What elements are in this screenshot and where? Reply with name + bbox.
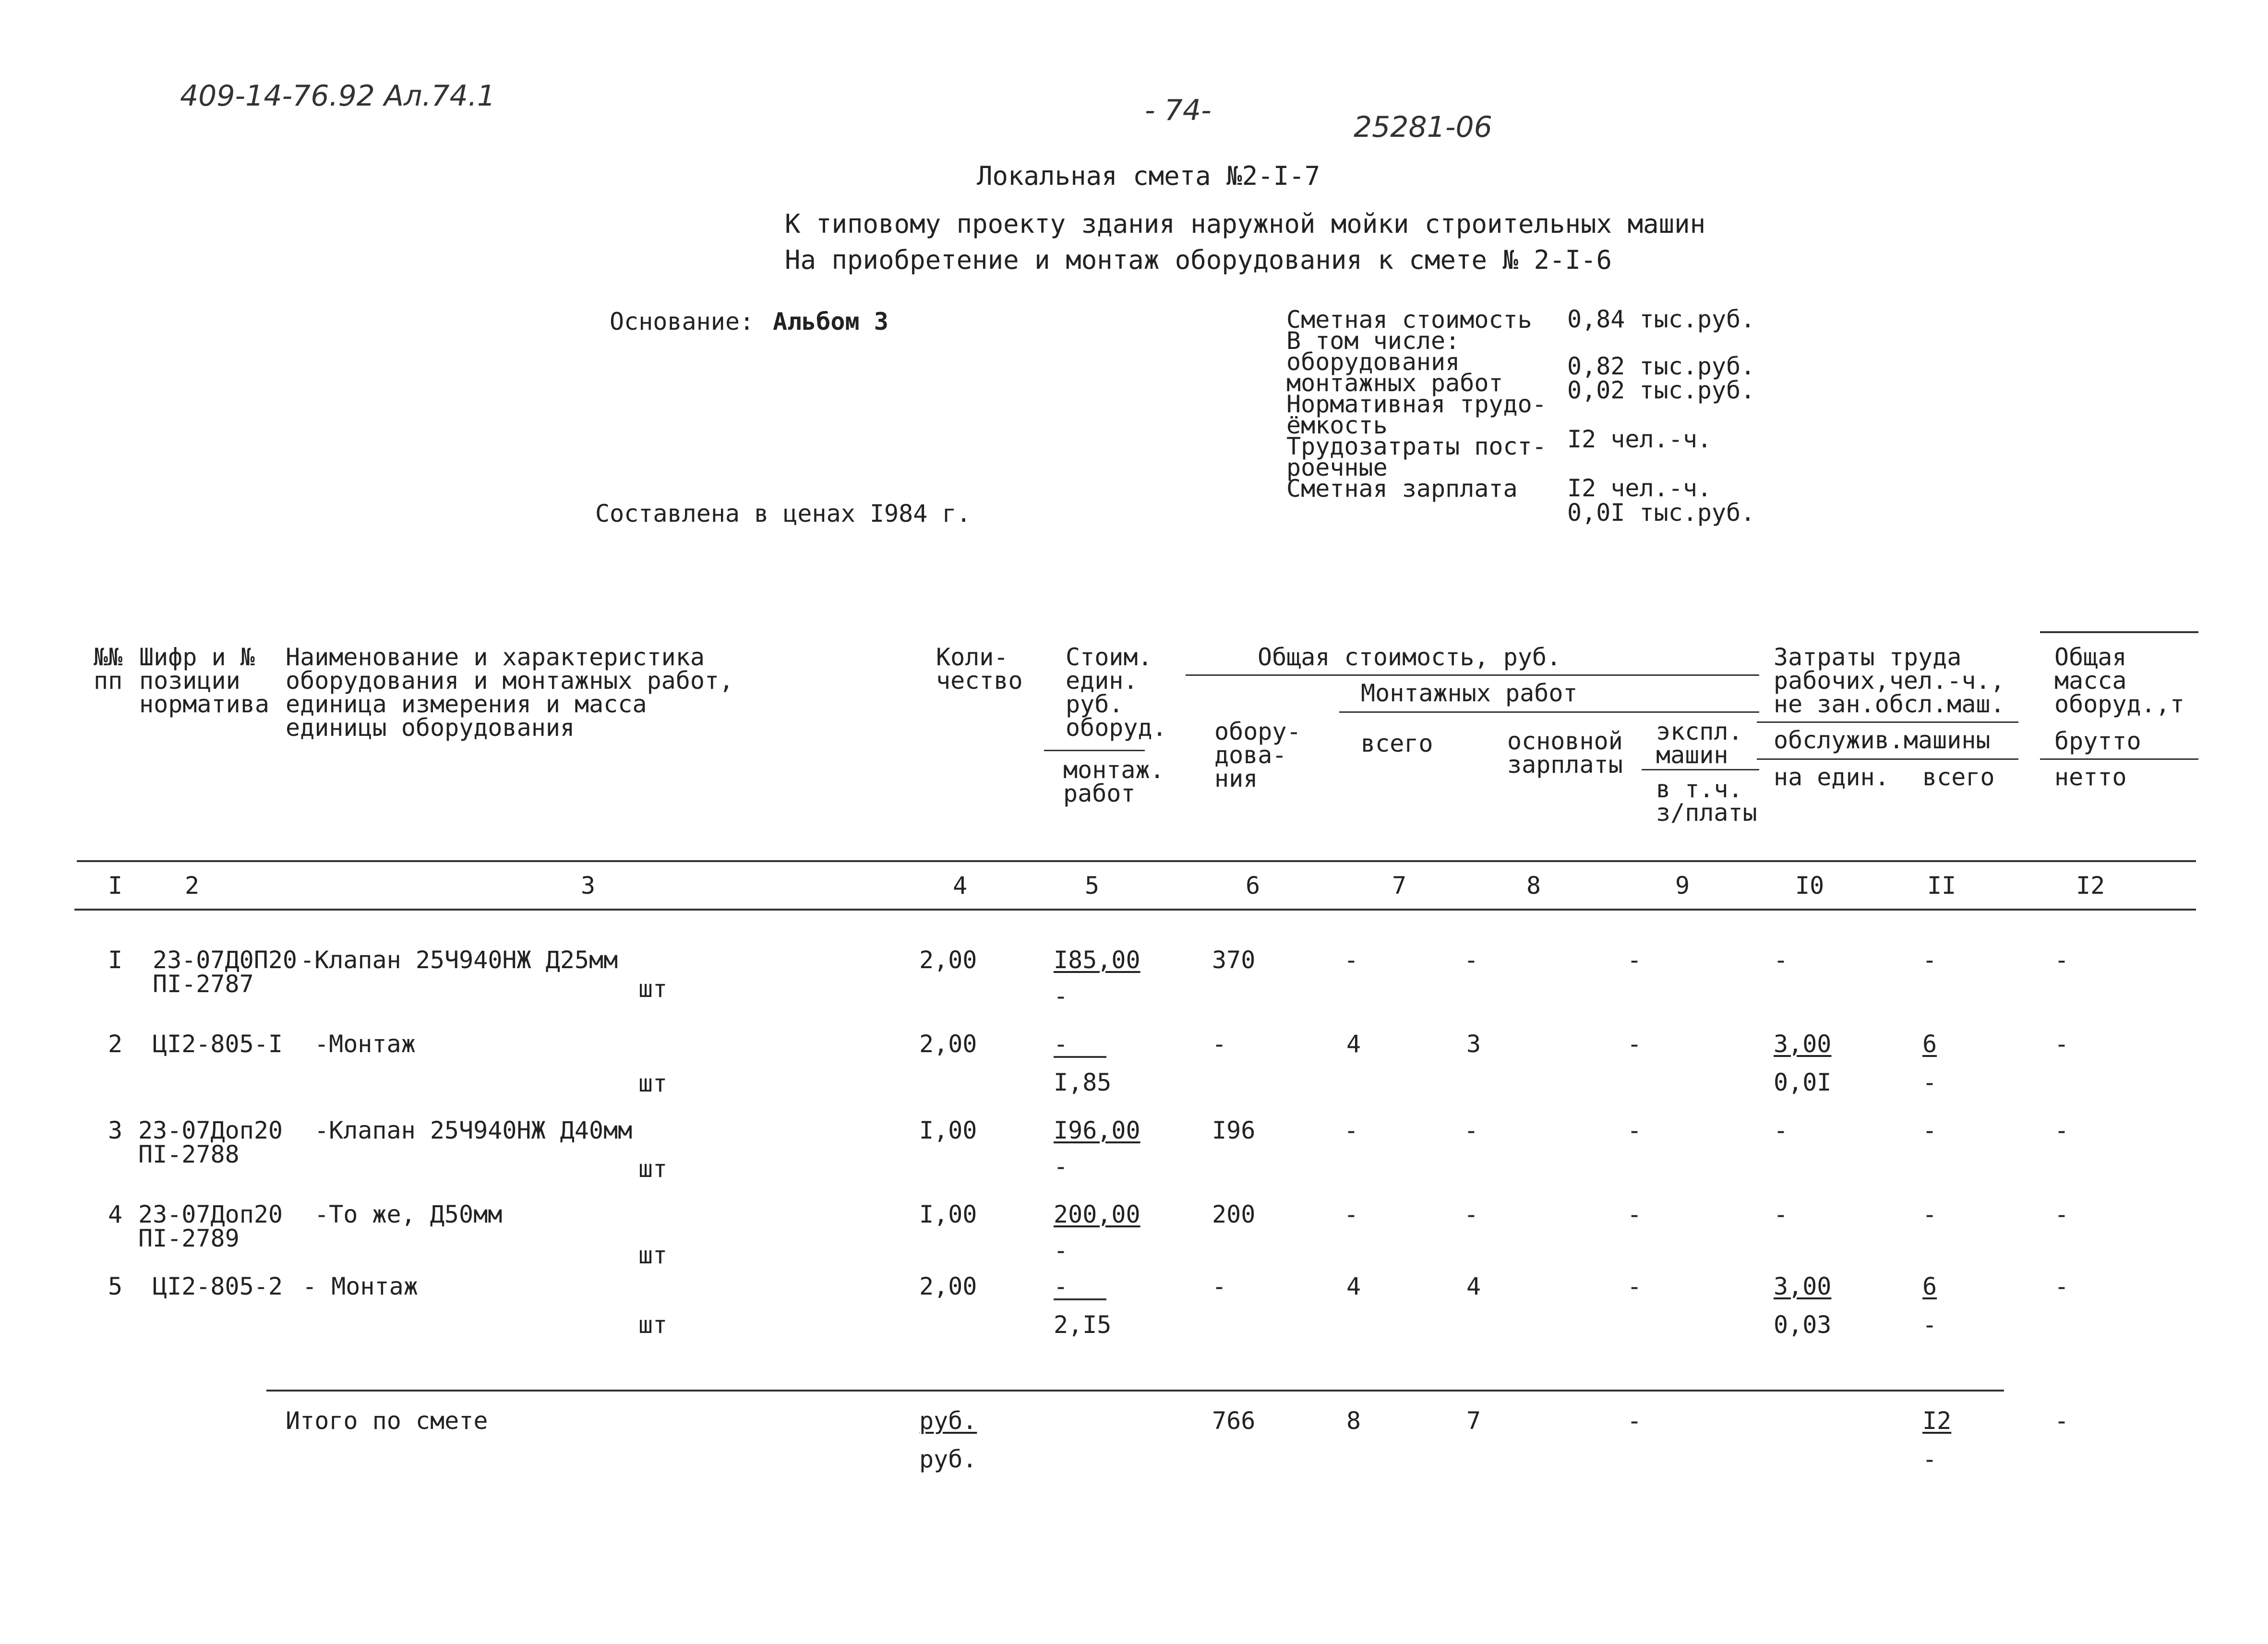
header-col5-line6: работ [1063,780,1136,807]
row-code-2: ПI-2789 [138,1224,240,1252]
document-code-stamp: 409-14-76.92 Ал.74.1 [180,79,496,113]
summary-salary-value: 0,0I тыс.руб. [1567,499,1755,527]
row-quantity: 2,00 [919,946,977,974]
row-number: I [108,946,123,974]
header-col4-line2: чество [936,667,1023,695]
row-number: 4 [108,1200,123,1228]
row-price-mounting: I,85 [1054,1068,1112,1096]
row-price-equipment: 200,00 [1054,1200,1140,1228]
total-equipment-cost: 766 [1212,1407,1256,1435]
subtitle-purpose: На приобретение и монтаж оборудования к смете № 2-I-6 [785,245,1612,275]
row-number: 2 [108,1030,123,1058]
header-col5-mounting [1063,758,1164,805]
total-labor-total-2: - [1922,1445,1937,1473]
header-col7: всего [1361,730,1433,757]
row-equipment-cost: 370 [1212,946,1256,974]
total-unit: руб. [919,1407,977,1435]
header-col9-line2: машин [1656,741,1728,769]
total-machine-operation: - [1627,1407,1642,1435]
row-mass: - [2054,946,2069,974]
header-col12-line3: оборуд.,т [2054,690,2184,718]
row-labor-per-unit: - [1774,946,1788,974]
row-labor-per-unit: 3,00 [1774,1030,1832,1058]
header-col3 [286,643,734,742]
total-labor-total: I2 [1922,1407,1952,1435]
row-labor-total: - [1922,1116,1937,1144]
row-mounting-total: 4 [1346,1030,1361,1058]
header-labor-rule [1757,721,2018,723]
header-col3-line2: оборудования и монтажных работ, [286,667,734,695]
row-price-mounting: - [1054,1236,1068,1264]
header-col1-line1: №№ [94,643,123,671]
col-number-4: 4 [953,872,968,900]
summary-equipment-value: 0,82 тыс.руб. [1567,352,1755,380]
summary-labor-costs-label: Трудозатраты пост- [1286,432,1547,460]
col-number-11: II [1927,872,1956,900]
header-col3-line4: единицы оборудования [286,714,575,742]
basis-value: Альбом 3 [773,308,888,336]
row-unit: шт [638,1069,668,1097]
row-price-equipment: I96,00 [1054,1116,1140,1144]
page-title: Локальная смета №2-I-7 [977,161,1320,191]
total-base-salary: 7 [1466,1407,1481,1435]
row-base-salary: - [1464,1116,1479,1144]
summary-estimated-cost-label: Сметная стоимость [1286,306,1532,334]
basis-label: Основание: [610,308,755,336]
col-number-7: 7 [1392,872,1407,900]
page-number: - 74- [1145,94,1212,127]
row-mounting-total: - [1344,1200,1359,1228]
header-col5-line1: Стоим. [1066,643,1152,671]
row-machine-operation: - [1627,1116,1642,1144]
summary-mounting-label: монтажных работ [1286,369,1503,397]
header-labor-service-rule [1757,758,2018,760]
header-col8-line2: зарплаты [1507,751,1623,779]
row-machine-operation: - [1627,946,1642,974]
header-col1 [94,643,123,695]
row-equipment-cost: - [1212,1030,1227,1058]
row-labor-total-2: - [1922,1311,1937,1339]
row-code-2: ПI-2788 [138,1140,240,1168]
row-price-equipment: - [1054,1274,1106,1300]
header-labor-line3: не зан.обсл.маш. [1774,690,2005,718]
row-code: ЦI2-805-2 [153,1272,283,1300]
header-col4 [936,643,1023,695]
row-quantity: I,00 [919,1116,977,1144]
total-mass: - [2054,1407,2069,1435]
summary-equipment-label: оборудования [1286,348,1460,376]
header-col5-equipment [1066,643,1167,742]
row-code: 23-07Доп20 [138,1200,283,1228]
header-bottom-rule [77,860,2196,862]
header-col2-line3: норматива [139,690,269,718]
header-col1-line2: пп [94,667,123,695]
header-col6-line2: дова- [1214,741,1287,769]
subtitle-project: К типовому проекту здания наружной мойки строительных машин [785,209,1706,239]
row-number: 5 [108,1272,123,1300]
row-labor-total: - [1922,1200,1937,1228]
row-mass: - [2054,1272,2069,1300]
header-col4-line1: Коли- [936,643,1008,671]
row-price-mounting: - [1054,1152,1068,1180]
row-labor-total: 6 [1922,1030,1937,1058]
summary-labels [1286,307,1547,501]
header-col2-line1: Шифр и № [139,643,255,671]
row-name: - Монтаж [302,1272,418,1300]
row-unit: шт [638,1155,668,1183]
header-col5-line2: един. [1066,667,1138,695]
inventory-number: 25281-06 [1354,110,1492,144]
header-col11: всего [1922,763,1995,791]
header-col12-gross: брутто [2054,727,2141,755]
row-mass: - [2054,1116,2069,1144]
col-number-12: I2 [2076,872,2105,900]
header-labor-line2: рабочих,чел.-ч., [1774,667,2005,695]
header-col6-line1: обору- [1214,718,1301,745]
row-machine-operation: - [1627,1030,1642,1058]
header-col9-salary [1656,775,1757,827]
col-number-6: 6 [1246,872,1260,900]
row-mounting-total: - [1344,1116,1359,1144]
row-unit: шт [638,1311,668,1339]
summary-labor-costs-value: I2 чел.-ч. [1567,474,1712,502]
row-name: -То же, Д50мм [314,1200,503,1228]
col-numbers-rule [74,909,2196,911]
prices-note: Составлена в ценах I984 г. [595,500,971,528]
col-number-10: I0 [1795,872,1824,900]
row-number: 3 [108,1116,123,1144]
header-col3-line3: единица измерения и масса [286,690,647,718]
header-col12-rule [2040,758,2198,760]
row-base-salary: - [1464,946,1479,974]
row-price-equipment: I85,00 [1054,946,1140,974]
row-machine-operation: - [1627,1272,1642,1300]
total-label: Итого по смете [286,1407,488,1435]
header-total-cost-rule [1186,674,1759,676]
header-col5-divider [1044,750,1145,751]
header-labor-service: обслужив.машины [1774,726,1991,754]
row-code: ЦI2-805-I [153,1030,283,1058]
header-col3-line1: Наименование и характеристика [286,643,705,671]
header-col6 [1214,720,1301,791]
row-code: 23-07Доп20 [138,1116,283,1144]
row-unit: шт [638,975,668,1003]
row-mass: - [2054,1200,2069,1228]
row-labor-per-unit-2: 0,0I [1774,1068,1832,1096]
header-col8-line1: основной [1507,727,1623,755]
row-mounting-total: - [1344,946,1359,974]
total-unit-2: руб. [919,1445,977,1473]
header-col5-line4: оборуд. [1066,714,1167,742]
row-code-2: ПI-2787 [153,970,254,998]
row-price-equipment: - [1054,1032,1106,1058]
header-mounting-works: Монтажных работ [1361,679,1578,707]
row-mass: - [2054,1030,2069,1058]
summary-estimated-cost-value: 0,84 тыс.руб. [1567,305,1755,333]
header-col12-line1: Общая [2054,643,2127,671]
row-name: -Клапан 25Ч940НЖ Д25мм [300,946,618,974]
row-labor-per-unit: - [1774,1200,1788,1228]
row-equipment-cost: 200 [1212,1200,1256,1228]
header-col6-line3: ния [1214,765,1258,792]
header-col9-line1: экспл. [1656,718,1743,745]
header-col5-line3: руб. [1066,690,1124,718]
row-price-mounting: 2,I5 [1054,1311,1112,1339]
row-equipment-cost: - [1212,1272,1227,1300]
col-number-8: 8 [1526,872,1541,900]
row-quantity: 2,00 [919,1030,977,1058]
row-equipment-cost: I96 [1212,1116,1256,1144]
row-base-salary: - [1464,1200,1479,1228]
row-labor-per-unit-2: 0,03 [1774,1311,1832,1339]
row-labor-per-unit: - [1774,1116,1788,1144]
row-code: 23-07Д0П20 [153,946,298,974]
header-col8 [1507,727,1623,779]
summary-labor-intensity-label: Нормативная трудо- [1286,390,1547,418]
row-labor-total-2: - [1922,1068,1937,1096]
col-number-2: 2 [185,872,200,900]
col-number-5: 5 [1085,872,1100,900]
table-top-rule [2040,631,2198,633]
header-col9-line4: з/платы [1656,799,1757,827]
summary-labor-intensity-value: I2 чел.-ч. [1567,425,1712,453]
row-price-mounting: - [1054,982,1068,1010]
header-labor-line1: Затраты труда [1774,643,1962,671]
row-labor-per-unit: 3,00 [1774,1272,1832,1300]
col-number-3: 3 [581,872,596,900]
row-labor-total: 6 [1922,1272,1937,1300]
header-col9-divider [1642,769,1759,770]
col-number-9: 9 [1675,872,1690,900]
header-col12 [2054,643,2184,718]
row-quantity: I,00 [919,1200,977,1228]
total-mounting-total: 8 [1346,1407,1361,1435]
row-machine-operation: - [1627,1200,1642,1228]
header-total-cost: Общая стоимость, руб. [1258,643,1561,671]
summary-mounting-value: 0,02 тыс.руб. [1567,376,1755,404]
row-quantity: 2,00 [919,1272,977,1300]
row-unit: шт [638,1241,668,1269]
header-col12-line2: масса [2054,667,2127,695]
row-name: -Клапан 25Ч940НЖ Д40мм [314,1116,633,1144]
row-base-salary: 4 [1466,1272,1481,1300]
header-col2-line2: позиции [139,667,240,695]
header-col9-line3: в т.ч. [1656,775,1743,803]
header-col9 [1656,720,1743,767]
row-name: -Монтаж [314,1030,416,1058]
header-labor [1774,643,2005,718]
summary-salary-label: Сметная зарплата [1286,475,1518,503]
header-col5-line5: монтаж. [1063,756,1164,784]
row-base-salary: 3 [1466,1030,1481,1058]
summary-labor-costs-label-2: роечные [1286,454,1388,481]
total-rule [266,1390,2004,1392]
summary-including-label: В том числе: [1286,327,1460,355]
row-labor-total: - [1922,946,1937,974]
row-mounting-total: 4 [1346,1272,1361,1300]
col-number-1: I [108,872,123,900]
header-col12-net: нетто [2054,763,2127,791]
header-col2 [139,643,269,718]
summary-labor-intensity-label-2: ёмкость [1286,411,1388,439]
header-mounting-rule [1339,711,1759,713]
header-col10: на един. [1774,763,1889,791]
